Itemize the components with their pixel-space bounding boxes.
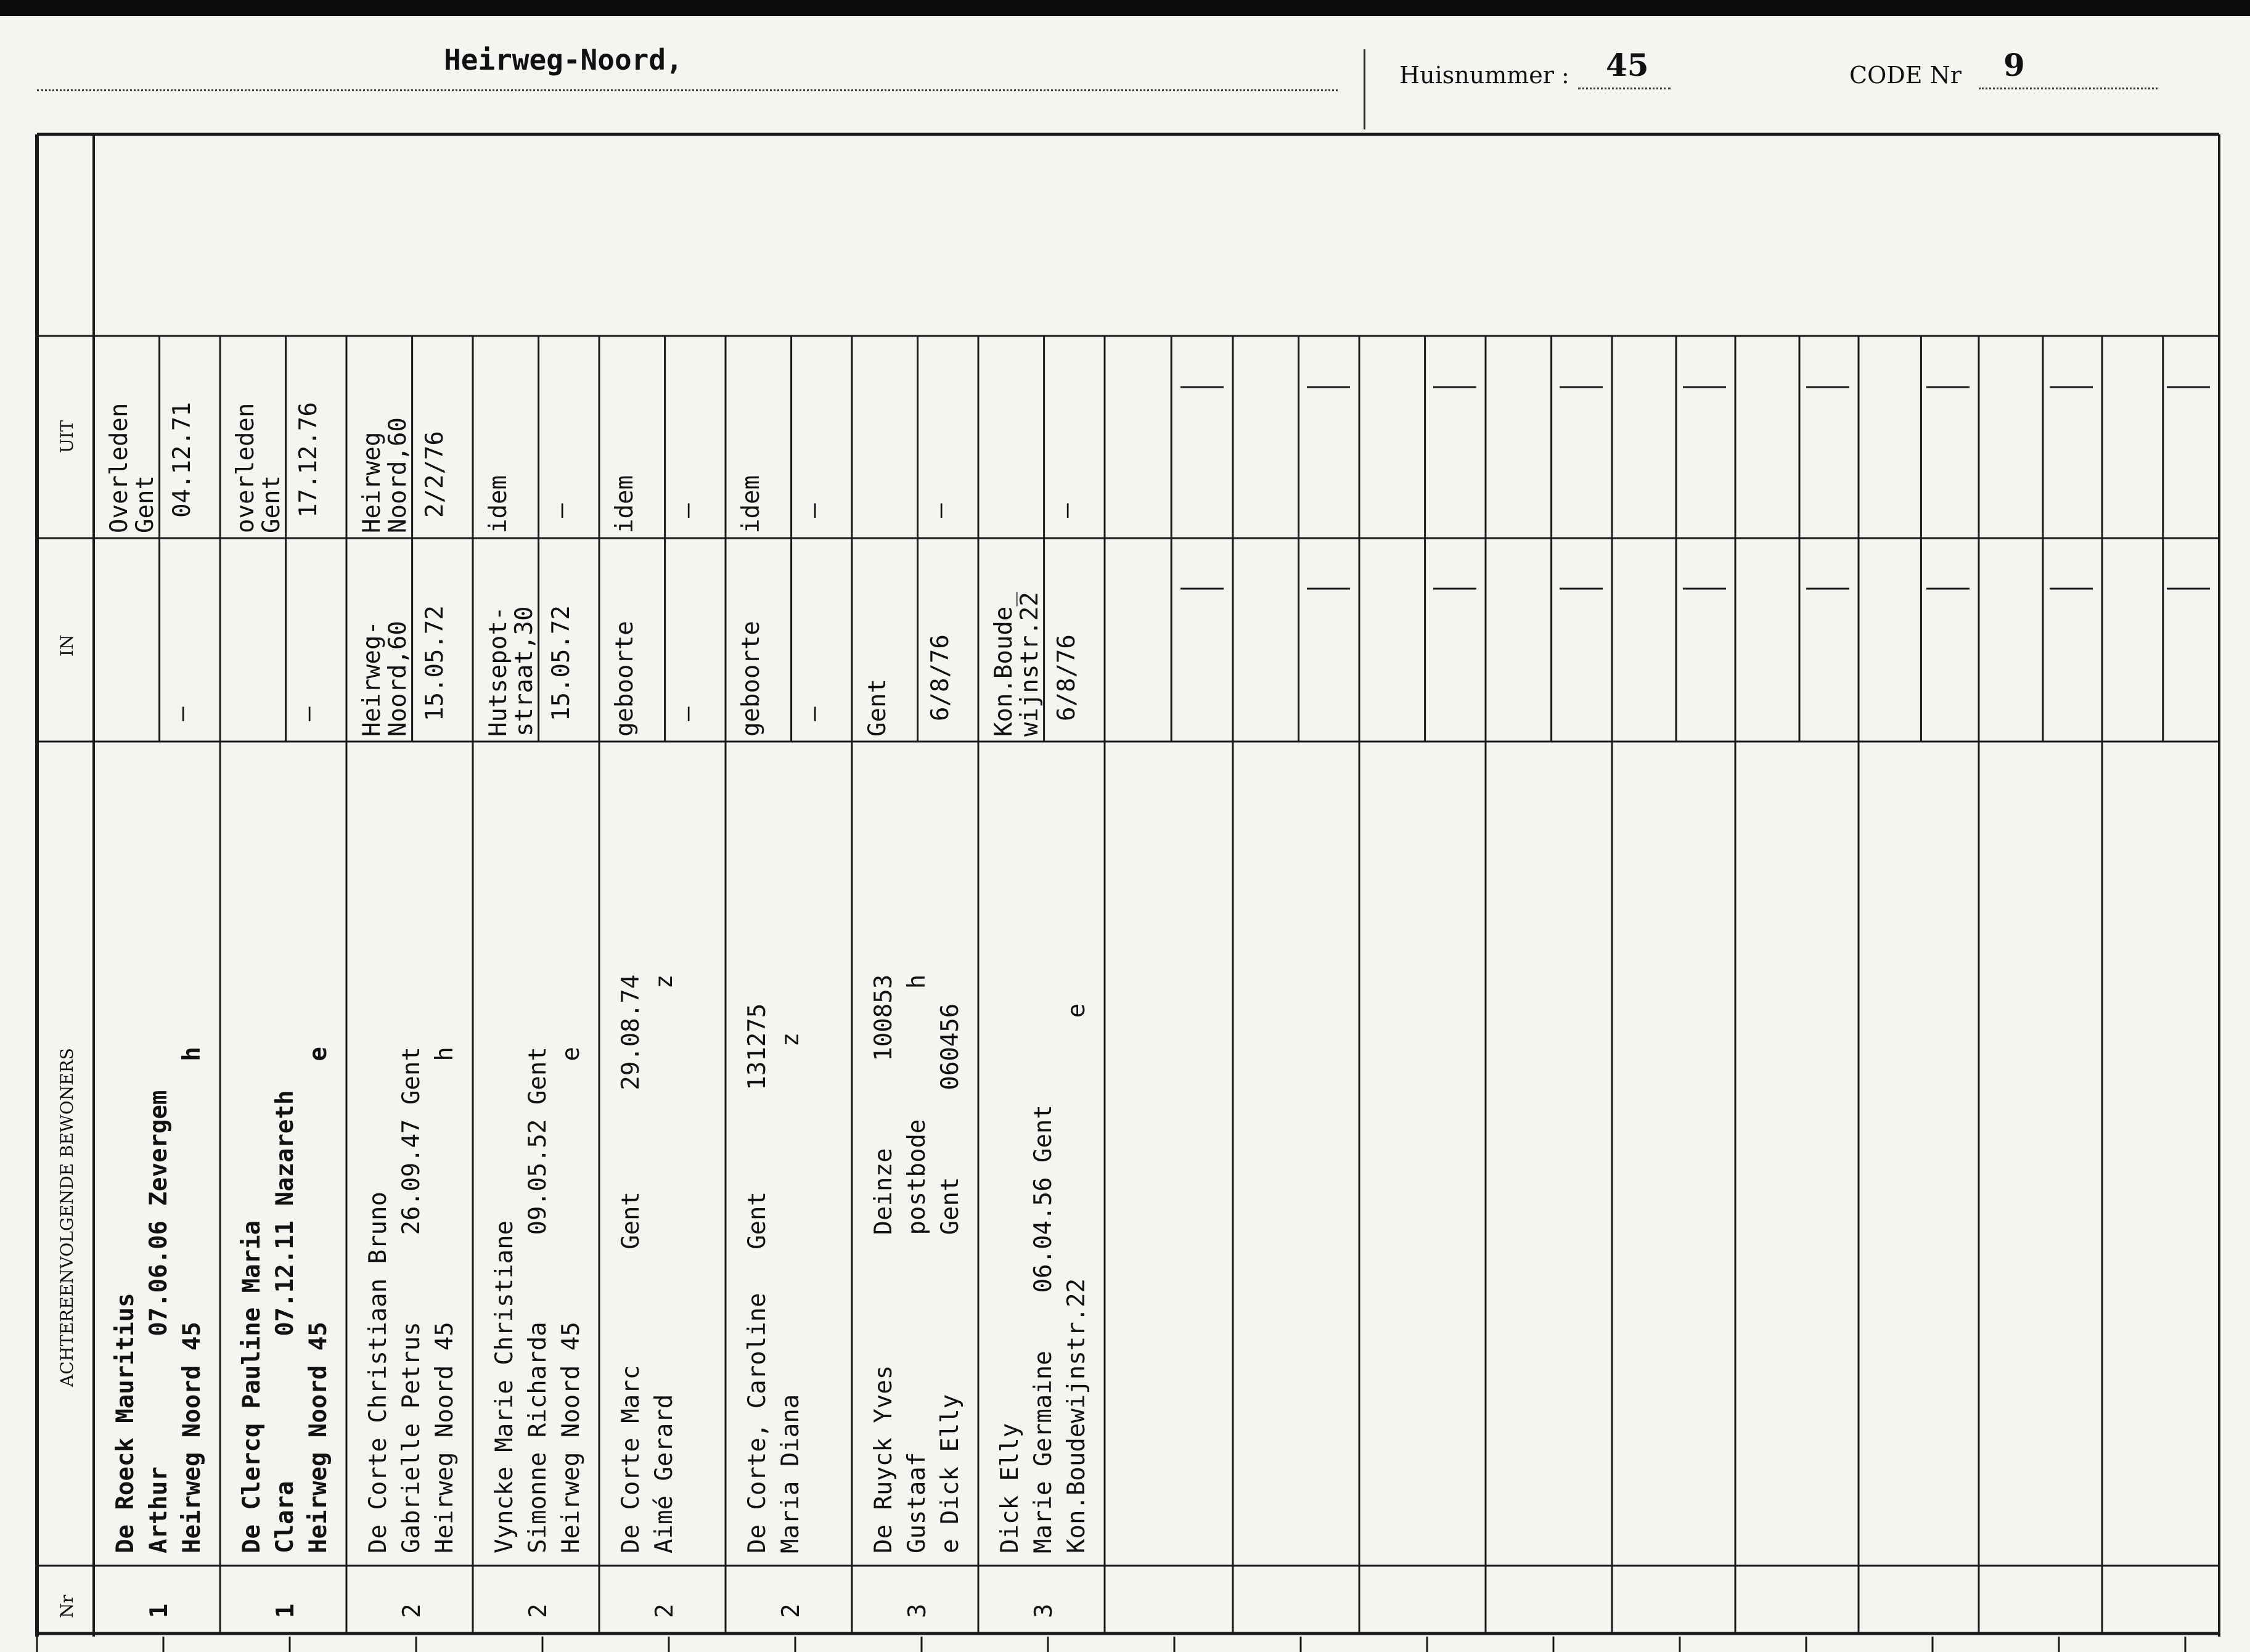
resident-line: Gustaaf postbode h bbox=[903, 974, 931, 1553]
in-column-header: IN bbox=[57, 634, 77, 656]
out-place: Heirweg bbox=[358, 431, 386, 533]
resident-number: 2 bbox=[524, 1603, 552, 1618]
resident-line: De Clercq Pauline Maria bbox=[238, 1220, 266, 1553]
in-date: 15.05.72 bbox=[420, 605, 449, 721]
in-date: 6/8/76 bbox=[1052, 634, 1081, 721]
resident-line: Kon.Boudewijnstr.22 e bbox=[1063, 1003, 1090, 1553]
in-place: Kon.Boude_ bbox=[990, 592, 1018, 737]
resident-number: 2 bbox=[398, 1603, 426, 1618]
resident-line: Dick Elly bbox=[996, 1423, 1024, 1553]
out-date: — bbox=[1052, 503, 1081, 518]
out-date: — bbox=[673, 503, 702, 518]
house-number-label: Huisnummer : bbox=[1399, 62, 1569, 89]
in-place: straat,30 bbox=[510, 606, 538, 737]
nr-column-header: Nr bbox=[57, 1595, 77, 1618]
out-place: idem bbox=[611, 475, 639, 533]
out-place: idem bbox=[485, 475, 512, 533]
out-place: overleden bbox=[232, 403, 260, 533]
resident-number: 3 bbox=[903, 1603, 931, 1618]
resident-number: 2 bbox=[777, 1603, 805, 1618]
resident-line: De Corte Marc Gent 29.08.74 bbox=[617, 974, 645, 1553]
residents-column-header: ACHTEREENVOLGENDE BEWONERS bbox=[57, 1048, 77, 1387]
in-place: Gent bbox=[864, 679, 891, 737]
resident-line: Simonne Richarda 09.05.52 Gent bbox=[524, 1047, 552, 1553]
code-value: 9 bbox=[2003, 47, 2025, 83]
in-place: Hutsepot- bbox=[485, 606, 512, 737]
in-date: — bbox=[800, 706, 828, 721]
resident-line: De Corte Christiaan Bruno bbox=[364, 1192, 392, 1553]
street-name: Heirweg-Noord, bbox=[444, 43, 683, 76]
in-date: — bbox=[673, 706, 702, 721]
resident-line: Gabrielle Petrus 26.09.47 Gent bbox=[398, 1047, 425, 1553]
resident-line: Aimé Gerard z bbox=[650, 974, 678, 1553]
out-place: Noord,60 bbox=[384, 417, 412, 533]
in-place: geboorte bbox=[611, 621, 639, 737]
out-date: — bbox=[926, 503, 954, 518]
out-place: idem bbox=[737, 475, 765, 533]
resident-line: De Ruyck Yves Deinze 100853 bbox=[870, 974, 898, 1553]
resident-number: 1 bbox=[271, 1603, 300, 1618]
resident-line: Marie Germaine 06.04.56 Gent bbox=[1029, 1105, 1057, 1553]
resident-line: Heirweg Noord 45 h bbox=[431, 1047, 459, 1553]
out-date: — bbox=[547, 503, 575, 518]
out-date: 04.12.71 bbox=[168, 402, 196, 518]
resident-number: 2 bbox=[650, 1603, 679, 1618]
out-column-header: UIT bbox=[57, 420, 77, 453]
out-date: 17.12.76 bbox=[294, 402, 322, 518]
resident-number: 1 bbox=[145, 1603, 173, 1618]
resident-line: De Corte, Caroline Gent 131275 bbox=[743, 1003, 771, 1553]
in-date: 15.05.72 bbox=[547, 605, 575, 721]
code-label: CODE Nr bbox=[1849, 62, 1962, 89]
in-place: wijnstr.22 bbox=[1016, 592, 1044, 737]
in-date: — bbox=[294, 706, 322, 721]
resident-line: Maria Diana z bbox=[777, 1032, 804, 1553]
resident-line: Heirweg Noord 45 e bbox=[557, 1047, 585, 1553]
out-date: 2/2/76 bbox=[420, 431, 449, 518]
resident-line: Heirweg Noord 45 h bbox=[178, 1047, 206, 1553]
resident-number: 3 bbox=[1029, 1603, 1058, 1618]
in-place: geboorte bbox=[737, 621, 765, 737]
out-place: Gent bbox=[258, 475, 285, 533]
resident-line: Clara 07.12.11 Nazareth bbox=[271, 1090, 299, 1553]
in-place: Noord,60 bbox=[384, 621, 412, 737]
out-date: — bbox=[800, 503, 828, 518]
resident-line: Heirweg Noord 45 e bbox=[305, 1047, 332, 1553]
in-place: Heirweg- bbox=[358, 621, 386, 737]
resident-line: Arthur 07.06.06 Zevergem bbox=[145, 1090, 173, 1553]
in-date: — bbox=[168, 706, 196, 721]
out-place: Overleden bbox=[105, 403, 133, 533]
out-place: Gent bbox=[131, 475, 159, 533]
resident-line: e Dick Elly Gent 060456 bbox=[936, 1003, 964, 1553]
resident-line: Vyncke Marie Christiane bbox=[491, 1220, 518, 1553]
in-date: 6/8/76 bbox=[926, 634, 954, 721]
resident-line: De Roeck Mauritius bbox=[112, 1293, 139, 1553]
house-number-value: 45 bbox=[1606, 47, 1649, 83]
